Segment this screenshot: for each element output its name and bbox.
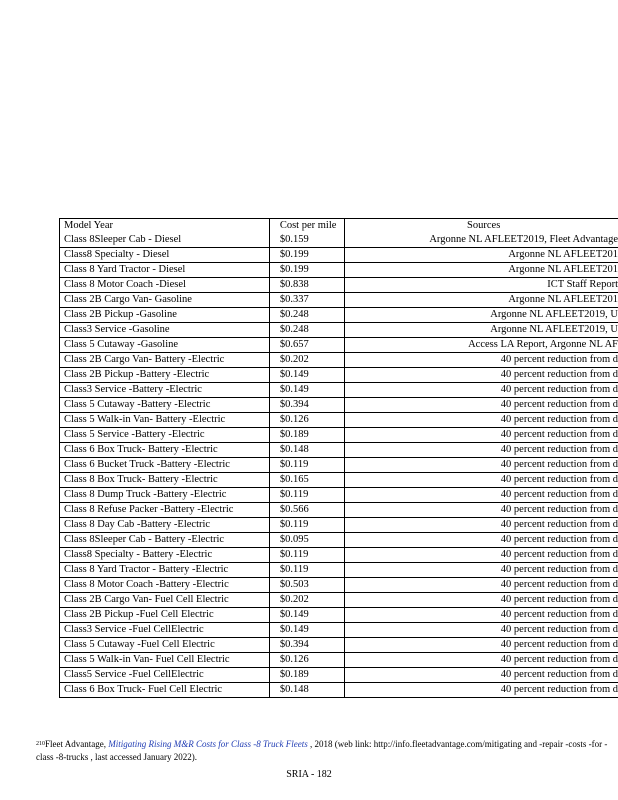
cell-model: Class 8 Dump Truck -Battery -Electric (60, 488, 270, 503)
table-row (60, 458, 618, 473)
cell-model: Class8 Specialty - Battery -Electric (60, 548, 270, 563)
cell-model: Class 8 Day Cab -Battery -Electric (60, 518, 270, 533)
cell-source: 40 percent reduction from d (345, 518, 618, 533)
table-row (60, 338, 618, 353)
cell-model: Class 8Sleeper Cab - Battery -Electric (60, 533, 270, 548)
table-body (60, 219, 618, 698)
cell-source: 40 percent reduction from d (345, 623, 618, 638)
table-row (60, 608, 618, 623)
cell-model: Class 8 Motor Coach -Battery -Electric (60, 578, 270, 593)
cell-cost: $0.149 (269, 383, 344, 398)
cell-cost: $0.119 (269, 488, 344, 503)
cell-model: Class8 Specialty - Diesel (60, 248, 270, 263)
cell-cost: $0.838 (269, 278, 344, 293)
footnote-source: Fleet Advantage, (45, 739, 106, 749)
cell-cost: $0.119 (269, 518, 344, 533)
table-header-row (60, 219, 618, 234)
cell-source: 40 percent reduction from d (345, 593, 618, 608)
table-row (60, 473, 618, 488)
cell-source: 40 percent reduction from d (345, 638, 618, 653)
cell-cost: $0.202 (269, 353, 344, 368)
cell-model: Class 2B Pickup -Battery -Electric (60, 368, 270, 383)
footnote-title-link[interactable]: Mitigating Rising M&R Costs for Class -8 Truck Fleets (108, 739, 308, 749)
table-row (60, 563, 618, 578)
cell-cost: $0.503 (269, 578, 344, 593)
table-row (60, 518, 618, 533)
cell-cost: $0.159 (269, 233, 344, 248)
cell-cost: $0.189 (269, 668, 344, 683)
cell-model: Class5 Service -Fuel CellElectric (60, 668, 270, 683)
cell-source: Argonne NL AFLEET201 (345, 293, 618, 308)
cell-cost: $0.149 (269, 623, 344, 638)
cell-cost: $0.189 (269, 428, 344, 443)
cell-source: 40 percent reduction from d (345, 353, 618, 368)
table-row (60, 368, 618, 383)
cell-source: 40 percent reduction from d (345, 458, 618, 473)
cell-model: Class 2B Pickup -Fuel Cell Electric (60, 608, 270, 623)
cell-source: 40 percent reduction from d (345, 398, 618, 413)
cell-source: Argonne NL AFLEET201 (345, 263, 618, 278)
cell-model: Class 5 Walk-in Van- Fuel Cell Electric (60, 653, 270, 668)
table-row (60, 683, 618, 698)
table-row (60, 623, 618, 638)
cell-cost: $0.095 (269, 533, 344, 548)
table-row (60, 428, 618, 443)
table-row (60, 308, 618, 323)
cell-source: Access LA Report, Argonne NL AF (345, 338, 618, 353)
cell-model: Class 5 Cutaway -Fuel Cell Electric (60, 638, 270, 653)
table-row (60, 533, 618, 548)
cell-cost: $0.657 (269, 338, 344, 353)
cell-cost: $0.394 (269, 398, 344, 413)
cell-cost: $0.149 (269, 608, 344, 623)
cell-model: Class 8Sleeper Cab - Diesel (60, 233, 270, 248)
cell-source: 40 percent reduction from d (345, 683, 618, 698)
header-cost-per-mile: Cost per mile (269, 219, 344, 234)
cell-cost: $0.119 (269, 563, 344, 578)
cell-cost: $0.202 (269, 593, 344, 608)
cell-model: Class 8 Motor Coach -Diesel (60, 278, 270, 293)
table-row (60, 638, 618, 653)
cell-source: 40 percent reduction from d (345, 563, 618, 578)
cell-source: 40 percent reduction from d (345, 548, 618, 563)
cell-cost: $0.337 (269, 293, 344, 308)
table-row (60, 353, 618, 368)
cell-cost: $0.394 (269, 638, 344, 653)
cell-source: 40 percent reduction from d (345, 443, 618, 458)
cell-source: 40 percent reduction from d (345, 578, 618, 593)
table-row (60, 488, 618, 503)
cell-source: Argonne NL AFLEET2019, Fleet Advantage (345, 233, 618, 248)
page-number: SRIA - 182 (286, 769, 332, 780)
cell-source: Argonne NL AFLEET2019, U (345, 308, 618, 323)
table-row (60, 398, 618, 413)
cell-cost: $0.148 (269, 683, 344, 698)
cell-cost: $0.248 (269, 323, 344, 338)
table-row (60, 548, 618, 563)
cell-model: Class 5 Service -Battery -Electric (60, 428, 270, 443)
cell-source: Argonne NL AFLEET2019, U (345, 323, 618, 338)
cell-source: 40 percent reduction from d (345, 473, 618, 488)
cell-model: Class 5 Walk-in Van- Battery -Electric (60, 413, 270, 428)
cell-source: 40 percent reduction from d (345, 368, 618, 383)
cell-model: Class 8 Refuse Packer -Battery -Electric (60, 503, 270, 518)
cell-cost: $0.126 (269, 653, 344, 668)
footnote-number: 210 (36, 741, 45, 747)
cell-model: Class 6 Box Truck- Battery -Electric (60, 443, 270, 458)
cell-model: Class 6 Box Truck- Fuel Cell Electric (60, 683, 270, 698)
cell-model: Class 5 Cutaway -Battery -Electric (60, 398, 270, 413)
cell-cost: $0.149 (269, 368, 344, 383)
table-row (60, 248, 618, 263)
table-row (60, 263, 618, 278)
table-row (60, 323, 618, 338)
cell-cost: $0.248 (269, 308, 344, 323)
cell-source: 40 percent reduction from d (345, 533, 618, 548)
cell-cost: $0.199 (269, 248, 344, 263)
cost-per-mile-table (59, 218, 618, 698)
cell-model: Class3 Service -Battery -Electric (60, 383, 270, 398)
cell-cost: $0.165 (269, 473, 344, 488)
table-row (60, 593, 618, 608)
table-row (60, 578, 618, 593)
table-row (60, 668, 618, 683)
table-row (60, 443, 618, 458)
table-row (60, 233, 618, 248)
cell-source: 40 percent reduction from d (345, 488, 618, 503)
cell-model: Class 6 Bucket Truck -Battery -Electric (60, 458, 270, 473)
cell-model: Class3 Service -Gasoline (60, 323, 270, 338)
cell-source: 40 percent reduction from d (345, 413, 618, 428)
footnote (36, 738, 608, 764)
cell-source: 40 percent reduction from d (345, 668, 618, 683)
cell-model: Class 2B Pickup -Gasoline (60, 308, 270, 323)
cell-cost: $0.119 (269, 458, 344, 473)
cell-source: 40 percent reduction from d (345, 608, 618, 623)
cell-model: Class 8 Yard Tractor - Battery -Electric (60, 563, 270, 578)
cell-model: Class3 Service -Fuel CellElectric (60, 623, 270, 638)
cell-cost: $0.148 (269, 443, 344, 458)
cell-model: Class 5 Cutaway -Gasoline (60, 338, 270, 353)
cell-cost: $0.566 (269, 503, 344, 518)
cell-model: Class 2B Cargo Van- Fuel Cell Electric (60, 593, 270, 608)
cell-model: Class 2B Cargo Van- Battery -Electric (60, 353, 270, 368)
table-row (60, 653, 618, 668)
cell-cost: $0.119 (269, 548, 344, 563)
table-row (60, 503, 618, 518)
footnote-rest: , 2018 (web link: http://info.fleetadvantage.com/mitigating and -repair -costs -for -class -8-trucks , last accessed January 2022). (36, 739, 608, 762)
cell-cost: $0.126 (269, 413, 344, 428)
header-sources: Sources (345, 219, 618, 234)
cell-source: Argonne NL AFLEET201 (345, 248, 618, 263)
cell-source: 40 percent reduction from d (345, 428, 618, 443)
cell-source: ICT Staff Report (345, 278, 618, 293)
cell-source: 40 percent reduction from d (345, 503, 618, 518)
cell-model: Class 2B Cargo Van- Gasoline (60, 293, 270, 308)
cell-source: 40 percent reduction from d (345, 383, 618, 398)
cell-model: Class 8 Yard Tractor - Diesel (60, 263, 270, 278)
cell-model: Class 8 Box Truck- Battery -Electric (60, 473, 270, 488)
table-row (60, 383, 618, 398)
table-row (60, 413, 618, 428)
cell-cost: $0.199 (269, 263, 344, 278)
table-row (60, 278, 618, 293)
cell-source: 40 percent reduction from d (345, 653, 618, 668)
header-model-year: Model Year (60, 219, 270, 234)
table-row (60, 293, 618, 308)
